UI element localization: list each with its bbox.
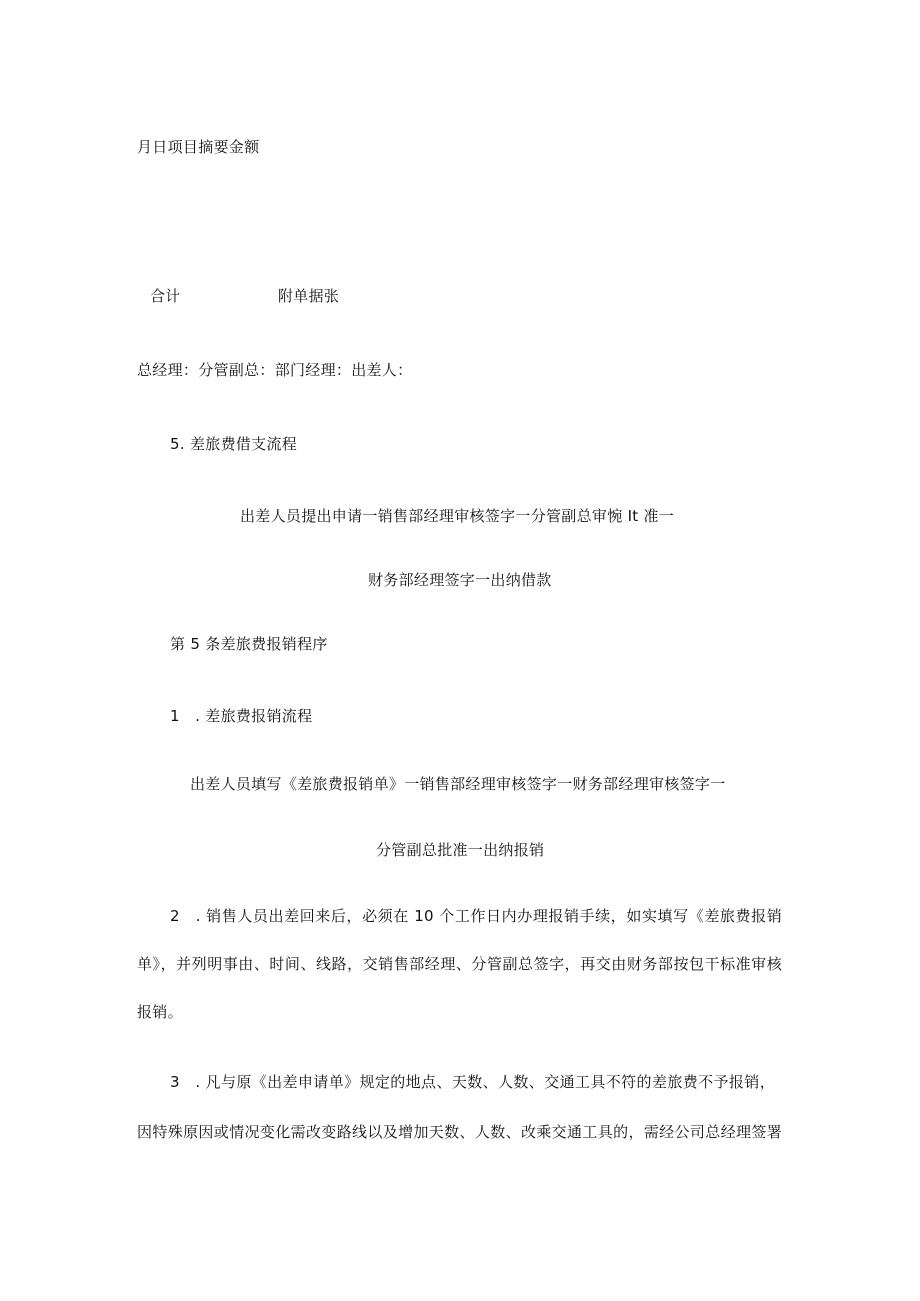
reimburse-flow-line-2: 分管副总批准一出纳报销 — [376, 841, 545, 859]
item2-line-3: 报销。 — [137, 1003, 183, 1021]
section5-heading: 5. 差旅费借支流程 — [170, 435, 298, 453]
loan-flow-line-1: 出差人员提出申请一销售部经理审核签字一分管副总审惋 It 准一 — [240, 507, 675, 525]
attachment-label: 附单据张 — [278, 287, 340, 305]
article5-heading: 第 5 条差旅费报销程序 — [170, 635, 328, 653]
table-header-row: 月日项目摘要金额 — [137, 138, 260, 156]
signature-line: 总经理：分管副总：部门经理：出差人： — [137, 361, 413, 379]
reimburse-flow-line-1: 出差人员填写《差旅费报销单》一销售部经理审核签字一财务部经理审核签字一 — [190, 775, 726, 793]
item3-line-2: 因特殊原因或情况变化需改变路线以及增加天数、人数、改乘交通工具的，需经公司总经理签署 — [137, 1123, 782, 1141]
item3-line-1: 3 . 凡与原《出差申请单》规定的地点、天数、人数、交通工具不符的差旅费不予报销， — [170, 1073, 775, 1091]
item1-heading: 1 . 差旅费报销流程 — [170, 707, 313, 725]
total-label: 合计 — [150, 287, 181, 305]
loan-flow-line-2: 财务部经理签字一出纳借款 — [368, 571, 552, 589]
item2-line-1: 2 . 销售人员出差回来后，必须在 10 个工作日内办理报销手续，如实填写《差旅费报销 — [170, 907, 782, 925]
item2-line-2: 单》，并列明事由、时间、线路，交销售部经理、分管副总签字，再交由财务部按包干标准审核 — [137, 955, 782, 973]
